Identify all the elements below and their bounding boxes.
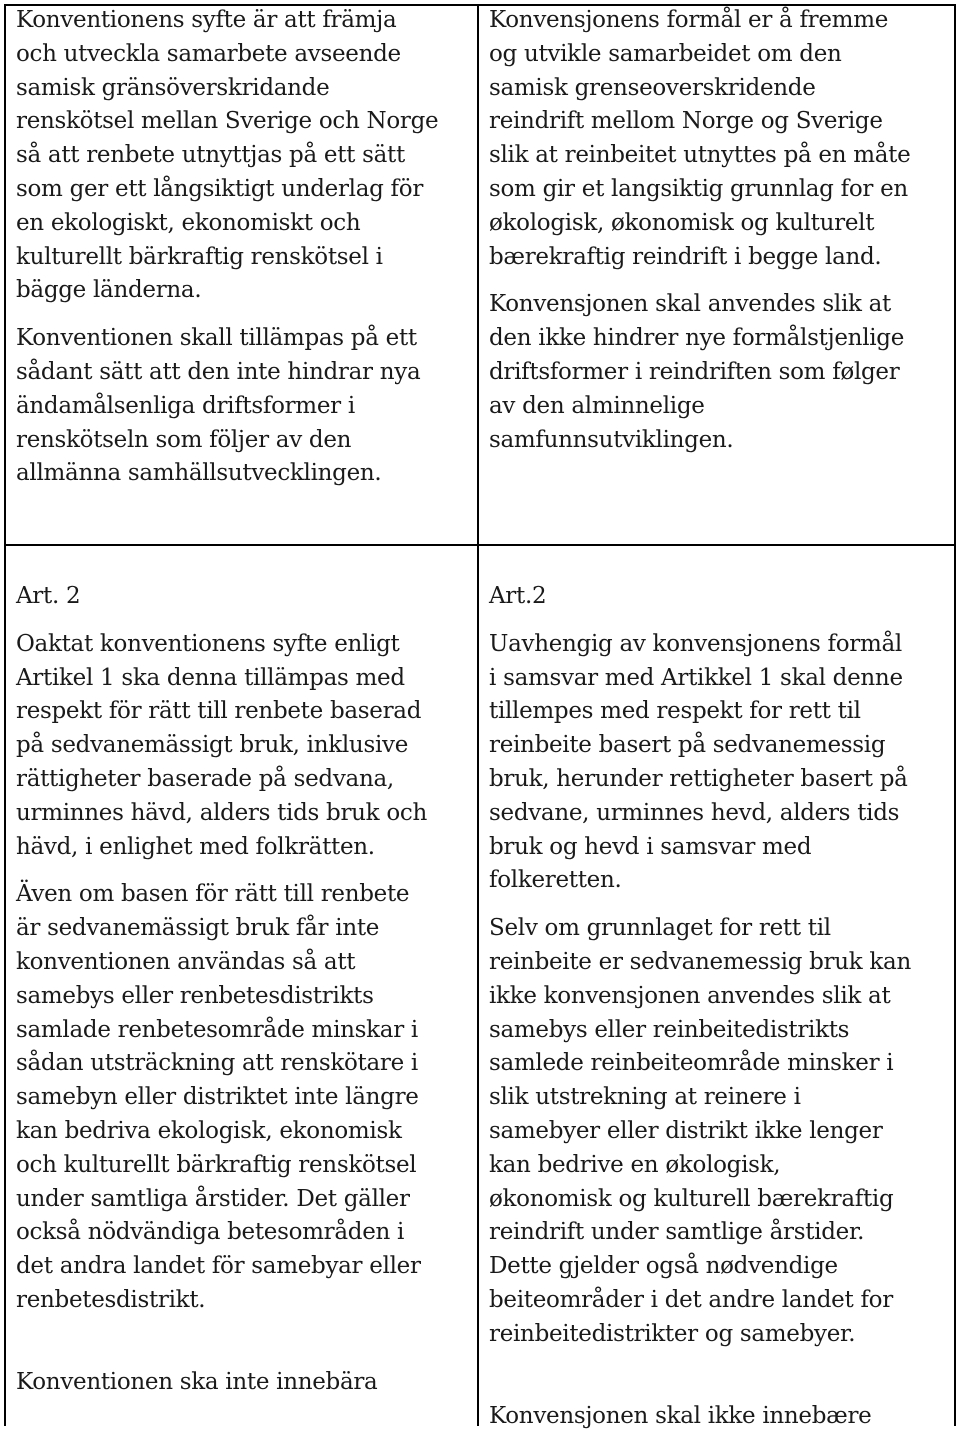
row2-norwegian-cell xyxy=(489,580,951,1447)
table-column-divider xyxy=(477,4,479,1426)
row2-swedish-paragraph-3: Konventionen ska inte innebära xyxy=(16,1368,378,1395)
table-right-border xyxy=(954,4,956,1426)
row1-swedish-paragraph-1: Konventionens syfte är att främja och utveckla samarbete avseende samisk gränsöverskridande renskötsel mellan Sverige och Norge så att renbete utnyttjas på ett sätt som ger ett långsiktigt underlag för en ekologiskt, ekonomiskt och kulturellt bärkraftig renskötsel i bägge länderna. xyxy=(16,7,439,304)
row2-swedish-article-heading: Art. 2 xyxy=(16,583,81,609)
row2-norwegian-paragraph-2: Selv om grunnlaget for rett til reinbeite er sedvanemessig bruk kan ikke konvensjonen anvendes slik at samebys eller reinbeitedistrikts samlede reinbeiteområde minsker i slik utstrekning at reinere i samebyer eller distrikt ikke lenger kan bedrive en økologisk, økonomisk og kulturell bærekraftig reindrift under samtlige årstider. Dette gjelder også nødvendige beiteområder i det andre landet for reinbeitedistrikter og samebyer. xyxy=(489,915,911,1347)
row2-norwegian-article-heading: Art.2 xyxy=(489,583,547,609)
row2-swedish-paragraph-2: Även om basen för rätt till renbete är sedvanemässigt bruk får inte konventionen användas så att samebys eller renbetesdistrikts samlade renbetesområde minskar i sådan utsträckning att renskötare i samebyn eller distriktet inte längre kan bedriva ekologisk, ekonomisk och kulturellt bärkraftig renskötsel under samtliga årstider. Det gäller också nödvändiga betesområden i det andra landet för samebyar eller renbetesdistrikt. xyxy=(16,881,421,1313)
row2-swedish-paragraph-1: Oaktat konventionens syfte enligt Artikel 1 ska denna tillämpas med respekt för rätt till renbete baserad på sedvanemässigt bruk, inklusive rättigheter baserade på sedvana, urminnes hävd, alders tids bruk och hävd, i enlighet med folkrätten. xyxy=(16,630,427,860)
row1-swedish-paragraph-2: Konventionen skall tillämpas på ett sådant sätt att den inte hindrar nya ändamålsenliga driftsformer i renskötseln som följer av den allmänna samhällsutvecklingen. xyxy=(16,325,421,487)
row1-norwegian-cell xyxy=(489,4,951,471)
table-left-border xyxy=(4,4,6,1426)
row2-norwegian-paragraph-3: Konvensjonen skal ikke innebære xyxy=(489,1402,872,1429)
table-row-divider xyxy=(4,544,956,546)
row2-norwegian-paragraph-1: Uavhengig av konvensjonens formål i samsvar med Artikkel 1 skal denne tillempes med respekt for rett til reinbeite basert på sedvanemessig bruk, herunder rettigheter basert på sedvane, urminnes hevd, alders tids bruk og hevd i samsvar med folkeretten. xyxy=(489,630,908,894)
row2-swedish-cell xyxy=(16,580,474,1414)
row1-norwegian-paragraph-1: Konvensjonens formål er å fremme og utvikle samarbeidet om den samisk grenseoverskridende reindrift mellom Norge og Sverige slik at reinbeitet utnyttes på en måte som gir et langsiktig grunnlag for en økologisk, økonomisk og kulturelt bærekraftig reindrift i begge land. xyxy=(489,7,911,270)
row1-norwegian-paragraph-2: Konvensjonen skal anvendes slik at den ikke hindrer nye formålstjenlige driftsformer i reindriften som følger av den alminnelige samfunnsutviklingen. xyxy=(489,291,905,453)
row1-swedish-cell xyxy=(16,4,474,505)
